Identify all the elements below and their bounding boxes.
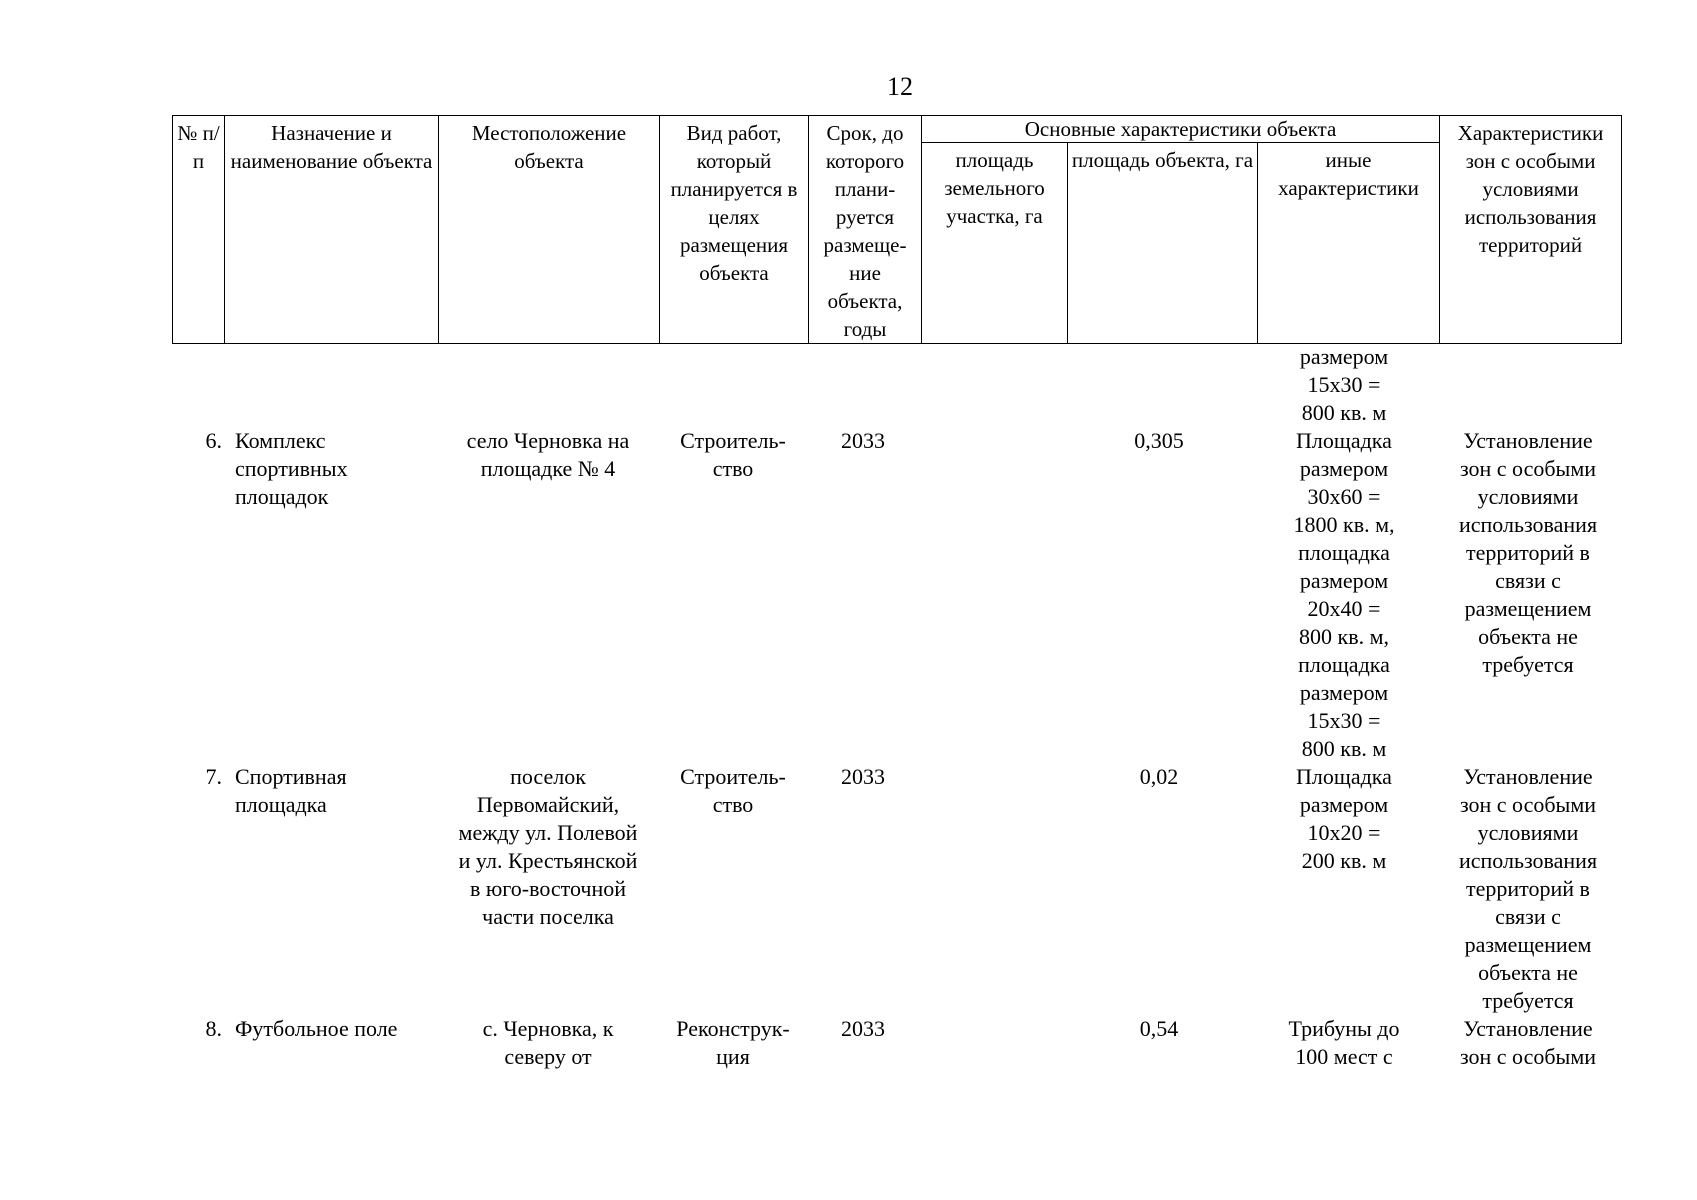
object-location: поселок Первомайский, между ул. Полевой и ул. Крестьянской в юго-восточной части поселка <box>458 764 638 929</box>
deadline-year: 2033 <box>841 1016 885 1041</box>
object-area: 0,54 <box>1139 1016 1179 1041</box>
header-zones: Характеристики зон с особыми условиями использования территорий <box>1440 116 1622 344</box>
work-type: Реконструк- ция <box>676 1016 790 1069</box>
object-name: Спортивная площадка <box>235 764 347 817</box>
zone-characteristics: Установление зон с особыми условиями использования территорий в связи с размещением объекта не требуется <box>1458 764 1598 1013</box>
header-other: иные характеристики <box>1258 143 1440 344</box>
object-name: Футбольное поле <box>235 1016 398 1041</box>
header-object-area: площадь объекта, га <box>1068 143 1258 344</box>
header-deadline: Срок, до которого плани-руется размеще-ние объекта, годы <box>809 116 922 344</box>
header-name: Назначение и наименование объекта <box>225 116 439 344</box>
zone-characteristics: Установление зон с особыми <box>1459 1016 1597 1069</box>
object-area: 0,02 <box>1139 764 1179 789</box>
row-number: 6. <box>205 428 222 453</box>
other-characteristics: Площадка размером 10х20 = 200 кв. м <box>1296 764 1392 873</box>
deadline-year: 2033 <box>841 428 885 453</box>
work-type: Строитель- ство <box>680 428 786 481</box>
object-location: село Черновка на площадке № 4 <box>466 428 630 481</box>
continuation-other: размером 15х30 = 800 кв. м <box>1299 344 1389 425</box>
header-main-characteristics: Основные характеристики объекта <box>922 116 1440 143</box>
header-num: № п/п <box>173 116 225 344</box>
header-location: Местоположение объекта <box>439 116 660 344</box>
zone-characteristics: Установление зон с особыми условиями использования территорий в связи с размещением объекта не требуется <box>1458 428 1598 677</box>
object-area: 0,305 <box>1134 428 1184 453</box>
other-characteristics: Площадка размером 30х60 = 1800 кв. м, площадка размером 20х40 = 800 кв. м, площадка размером 15х30 = 800 кв. м <box>1293 428 1395 761</box>
row-number: 8. <box>205 1016 222 1041</box>
other-characteristics: Трибуны до 100 мест с <box>1288 1016 1400 1069</box>
object-name: Комплекс спортивных площадок <box>235 428 348 509</box>
header-land-area: площадь земельного участка, га <box>922 143 1068 344</box>
object-location: с. Черновка, к северу от <box>482 1016 614 1069</box>
work-type: Строитель- ство <box>680 764 786 817</box>
page-number: 12 <box>887 72 913 101</box>
deadline-year: 2033 <box>841 764 885 789</box>
row-number: 7. <box>205 764 222 789</box>
header-work-type: Вид работ, который планируется в целях размещения объекта <box>660 116 809 344</box>
table-header <box>172 115 1622 344</box>
